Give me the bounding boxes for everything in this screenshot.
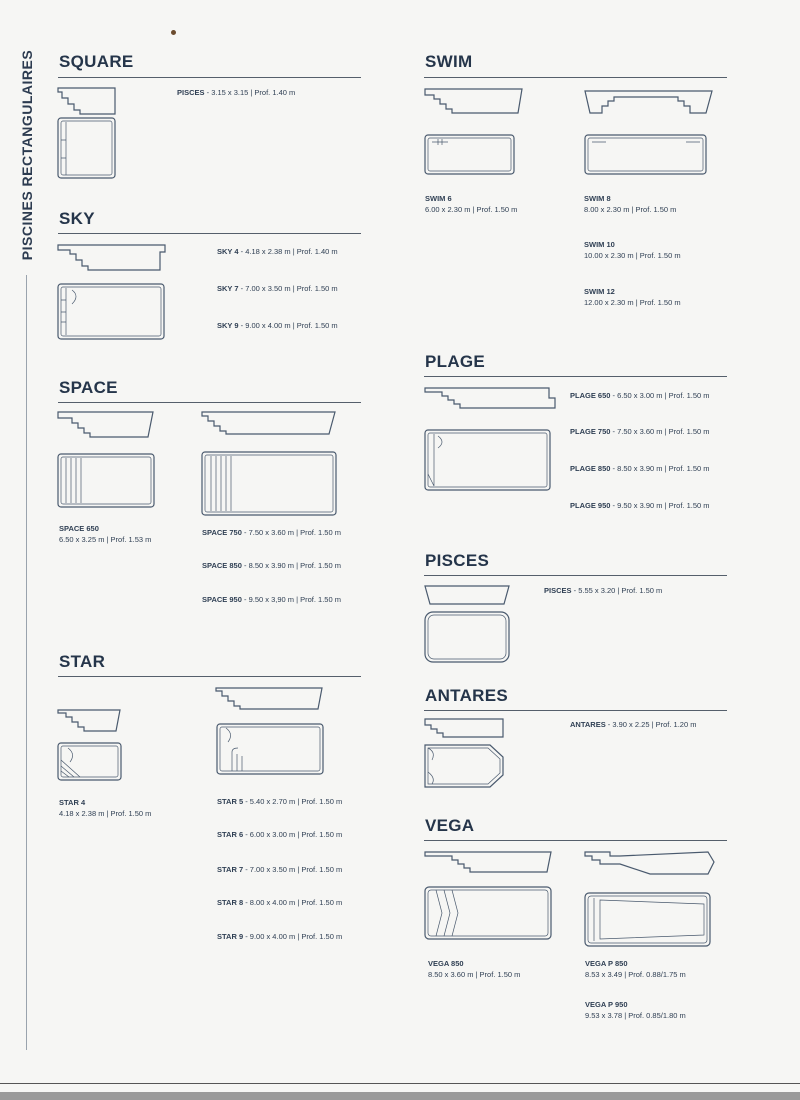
label-vega-p-950: VEGA P 950 9.53 x 3.78 | Prof. 0.85/1.80 m	[585, 1000, 686, 1020]
spec-star-6: STAR 6 - 6.00 x 3.00 m | Prof. 1.50 m	[217, 830, 343, 839]
spec-pisces: PISCES - 5.55 x 3.20 | Prof. 1.50 m	[544, 586, 663, 595]
section-title-vega: VEGA	[425, 816, 475, 835]
spec-star-7: STAR 7 - 7.00 x 3.50 m | Prof. 1.50 m	[217, 865, 343, 874]
section-title-antares: ANTARES	[425, 686, 509, 705]
label-swim-6: SWIM 6 6.00 x 2.30 m | Prof. 1.50 m	[425, 194, 518, 214]
spec-space-950: SPACE 950 - 9.50 x 3,90 m | Prof. 1.50 m	[202, 595, 341, 604]
label-swim-8: SWIM 8 8.00 x 2.30 m | Prof. 1.50 m	[584, 194, 677, 214]
section-title-plage: PLAGE	[425, 352, 486, 371]
section-title-star: STAR	[59, 652, 106, 671]
spec-sky-4: SKY 4 - 4.18 x 2.38 m | Prof. 1.40 m	[217, 247, 338, 256]
sidebar-title: PISCINES RECTANGULAIRES	[19, 49, 35, 261]
spec-plage-750: PLAGE 750 - 7.50 x 3.60 m | Prof. 1.50 m	[570, 427, 710, 436]
spec-star-5: STAR 5 - 5.40 x 2.70 m | Prof. 1.50 m	[217, 797, 343, 806]
label-swim-10: SWIM 10 10.00 x 2.30 m | Prof. 1.50 m	[584, 240, 681, 260]
spec-space-850: SPACE 850 - 8.50 x 3.90 m | Prof. 1.50 m	[202, 561, 341, 570]
spec-plage-650: PLAGE 650 - 6.50 x 3.00 m | Prof. 1.50 m	[570, 391, 710, 400]
spec-star-8: STAR 8 - 8.00 x 4.00 m | Prof. 1.50 m	[217, 898, 343, 907]
spec-space-750: SPACE 750 - 7.50 x 3.60 m | Prof. 1.50 m	[202, 528, 341, 537]
section-title-square: SQUARE	[59, 52, 134, 71]
label-star-4: STAR 4 4.18 x 2.38 m | Prof. 1.50 m	[59, 798, 152, 818]
spec-sky-7: SKY 7 - 7.00 x 3.50 m | Prof. 1.50 m	[217, 284, 338, 293]
scan-edge	[0, 1092, 800, 1100]
label-swim-12: SWIM 12 12.00 x 2.30 m | Prof. 1.50 m	[584, 287, 681, 307]
label-vega-850: VEGA 850 8.50 x 3.60 m | Prof. 1.50 m	[428, 959, 521, 979]
spec-square-pisces: PISCES - 3.15 x 3.15 | Prof. 1.40 m	[177, 88, 296, 97]
spec-plage-950: PLAGE 950 - 9.50 x 3.90 m | Prof. 1.50 m	[570, 501, 710, 510]
spec-antares: ANTARES - 3.90 x 2.25 | Prof. 1.20 m	[570, 720, 697, 729]
spec-sky-9: SKY 9 - 9.00 x 4.00 m | Prof. 1.50 m	[217, 321, 338, 330]
section-title-space: SPACE	[59, 378, 118, 397]
spec-star-9: STAR 9 - 9.00 x 4.00 m | Prof. 1.50 m	[217, 932, 343, 941]
section-title-pisces: PISCES	[425, 551, 490, 570]
section-title-swim: SWIM	[425, 52, 473, 71]
label-space-650: SPACE 650 6.50 x 3.25 m | Prof. 1.53 m	[59, 524, 152, 544]
footer-rule	[0, 1083, 800, 1084]
label-vega-p-850: VEGA P 850 8.53 x 3.49 | Prof. 0.88/1.75 m	[585, 959, 686, 979]
spec-plage-850: PLAGE 850 - 8.50 x 3.90 m | Prof. 1.50 m	[570, 464, 710, 473]
section-title-sky: SKY	[59, 209, 95, 228]
